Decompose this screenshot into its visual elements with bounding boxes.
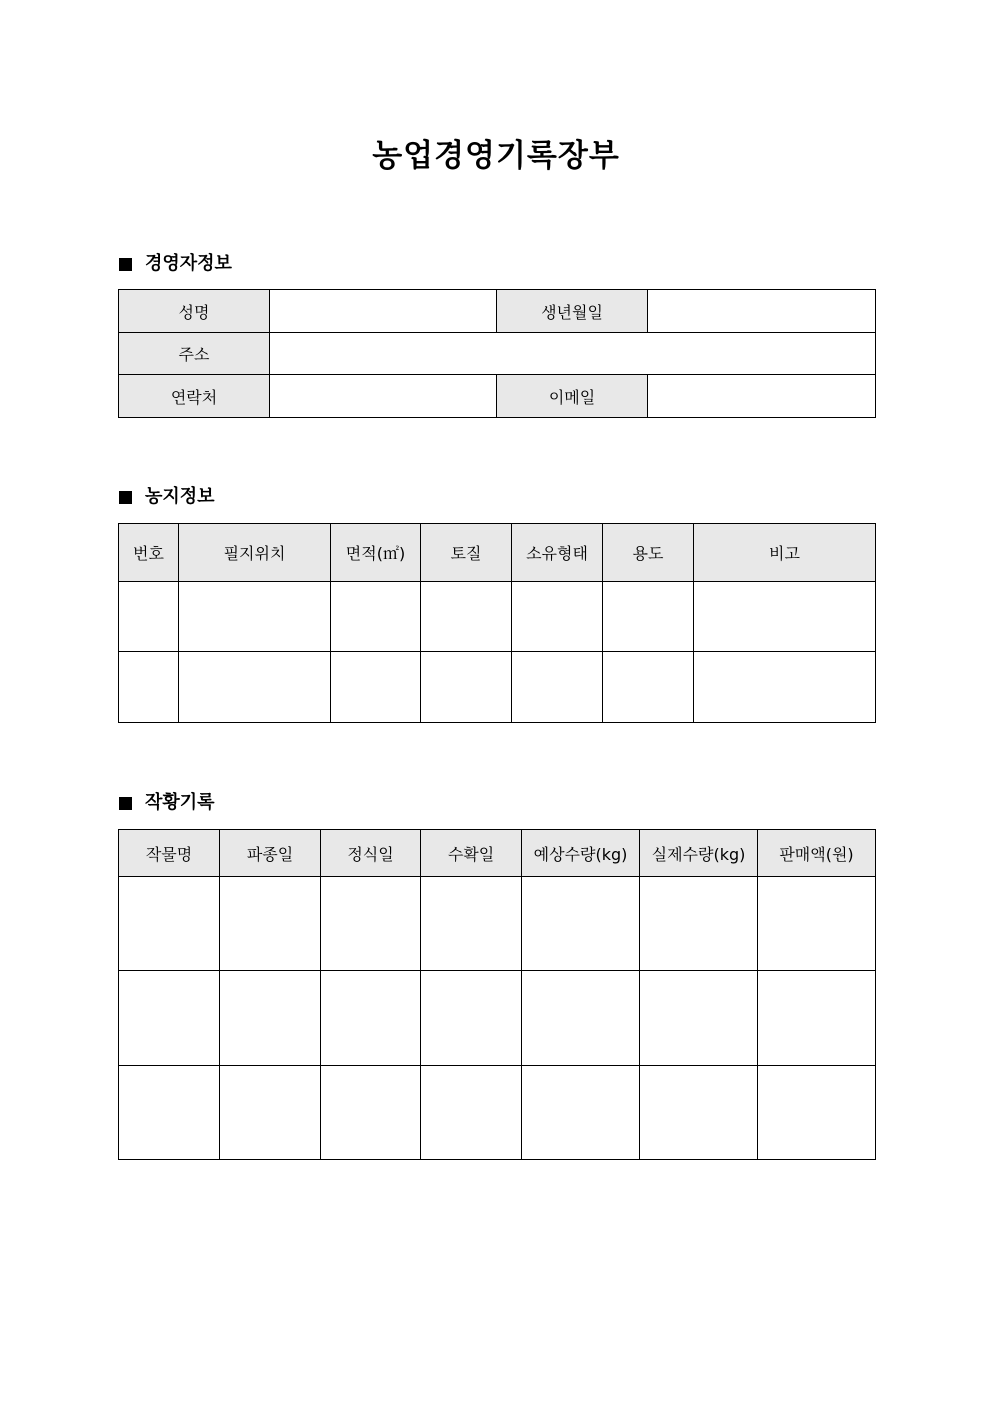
column-header: 번호 [119, 524, 179, 582]
table-cell[interactable] [321, 971, 421, 1066]
email-field[interactable] [648, 375, 876, 418]
address-label: 주소 [119, 333, 270, 375]
square-bullet-icon [119, 491, 132, 504]
table-cell[interactable] [603, 582, 694, 652]
table-row [119, 652, 876, 723]
table-cell[interactable] [421, 1066, 522, 1160]
square-bullet-icon [119, 797, 132, 810]
column-header: 예상수량(kg) [522, 830, 640, 877]
table-cell[interactable] [522, 1066, 640, 1160]
table-cell[interactable] [512, 582, 603, 652]
table-row [119, 877, 876, 971]
table-row [119, 971, 876, 1066]
column-header: 비고 [694, 524, 876, 582]
table-cell[interactable] [331, 652, 421, 723]
table-header-row [119, 524, 876, 582]
table-row [119, 1066, 876, 1160]
column-header: 작물명 [119, 830, 220, 877]
table-cell[interactable] [119, 877, 220, 971]
section-heading-label: 농지정보 [145, 486, 215, 507]
column-header: 소유형태 [512, 524, 603, 582]
section-heading-label: 경영자정보 [145, 253, 232, 274]
contact-field[interactable] [270, 375, 497, 418]
column-header: 면적(㎡) [331, 524, 421, 582]
column-header: 토질 [421, 524, 512, 582]
page-title: 농업경영기록장부 [372, 138, 620, 174]
table-header-row [119, 830, 876, 877]
name-field[interactable] [270, 290, 497, 333]
square-bullet-icon [119, 258, 132, 271]
table-cell[interactable] [321, 877, 421, 971]
table-cell[interactable] [421, 582, 512, 652]
section-heading-crops [119, 790, 215, 816]
table-cell[interactable] [220, 877, 321, 971]
table-row [119, 290, 876, 333]
table-cell[interactable] [758, 1066, 876, 1160]
column-header: 수확일 [421, 830, 522, 877]
table-cell[interactable] [522, 877, 640, 971]
table-cell[interactable] [220, 971, 321, 1066]
table-row [119, 333, 876, 375]
address-field[interactable] [270, 333, 876, 375]
birthdate-label: 생년월일 [497, 290, 648, 333]
table-cell[interactable] [512, 652, 603, 723]
column-header: 실제수량(kg) [640, 830, 758, 877]
column-header: 판매액(원) [758, 830, 876, 877]
table-cell[interactable] [694, 652, 876, 723]
table-cell[interactable] [421, 652, 512, 723]
table-cell[interactable] [321, 1066, 421, 1160]
table-cell[interactable] [179, 652, 331, 723]
table-row [119, 375, 876, 418]
section-heading-farmland [119, 484, 215, 510]
table-cell[interactable] [421, 877, 522, 971]
table-cell[interactable] [119, 582, 179, 652]
table-cell[interactable] [694, 582, 876, 652]
column-header: 파종일 [220, 830, 321, 877]
table-cell[interactable] [179, 582, 331, 652]
manager-info-table [118, 289, 876, 418]
table-row [119, 582, 876, 652]
table-cell[interactable] [522, 971, 640, 1066]
table-cell[interactable] [119, 971, 220, 1066]
crop-record-table [118, 829, 876, 1160]
table-cell[interactable] [421, 971, 522, 1066]
table-cell[interactable] [640, 1066, 758, 1160]
table-cell[interactable] [119, 652, 179, 723]
section-heading-label: 작황기록 [145, 792, 215, 813]
table-cell[interactable] [758, 971, 876, 1066]
name-label: 성명 [119, 290, 270, 333]
table-cell[interactable] [640, 877, 758, 971]
email-label: 이메일 [497, 375, 648, 418]
section-heading-manager [119, 251, 232, 277]
table-cell[interactable] [640, 971, 758, 1066]
column-header: 정식일 [321, 830, 421, 877]
table-cell[interactable] [220, 1066, 321, 1160]
farmland-info-table [118, 523, 876, 723]
contact-label: 연락처 [119, 375, 270, 418]
table-cell[interactable] [331, 582, 421, 652]
table-cell[interactable] [758, 877, 876, 971]
column-header: 필지위치 [179, 524, 331, 582]
column-header: 용도 [603, 524, 694, 582]
table-cell[interactable] [119, 1066, 220, 1160]
table-cell[interactable] [603, 652, 694, 723]
birthdate-field[interactable] [648, 290, 876, 333]
